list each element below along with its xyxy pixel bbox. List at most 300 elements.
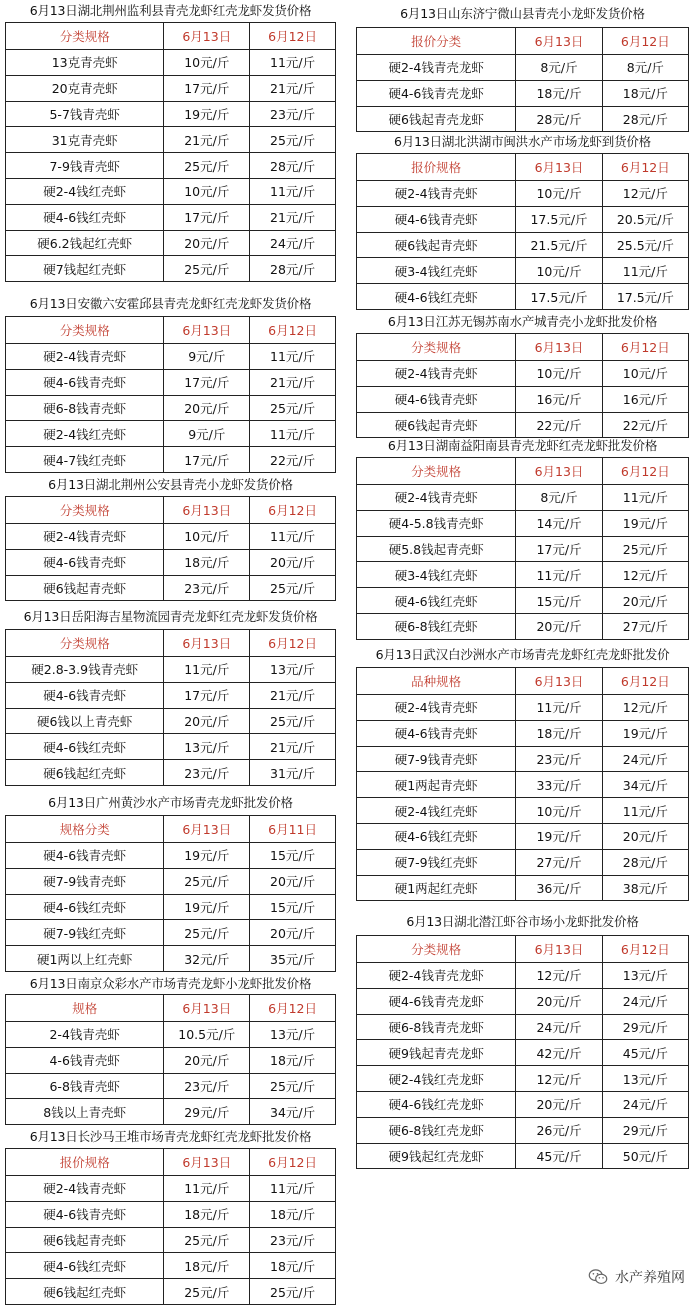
column-header: 分类规格 (6, 23, 164, 50)
table-row (6, 760, 336, 786)
spec-cell: 31克青壳虾 (6, 127, 164, 153)
price-cell: 10元/斤 (164, 524, 250, 550)
price-cell: 25元/斤 (164, 1279, 250, 1305)
price-cell: 19元/斤 (602, 510, 688, 536)
column-header: 规格分类 (6, 816, 164, 843)
column-header: 6月12日 (602, 154, 688, 181)
column-header: 分类规格 (6, 317, 164, 344)
price-cell: 18元/斤 (250, 1047, 336, 1073)
spec-cell: 硬4-6钱青壳虾 (6, 1201, 164, 1227)
column-header: 6月12日 (250, 497, 336, 524)
spec-cell: 硬6钱起红壳虾 (6, 760, 164, 786)
spec-cell: 硬4-6钱红壳虾 (6, 1253, 164, 1279)
table-row (357, 746, 689, 772)
price-cell: 8元/斤 (516, 485, 602, 511)
table-row (357, 613, 689, 639)
price-cell: 24元/斤 (516, 1014, 602, 1040)
spec-cell: 8钱以上青壳虾 (6, 1099, 164, 1125)
spec-cell: 硬6钱起青壳虾 (357, 232, 516, 258)
spec-cell: 硬4-5.8钱青壳虾 (357, 510, 516, 536)
table-row (6, 868, 336, 894)
column-header: 6月12日 (250, 1149, 336, 1176)
table-row (357, 1143, 689, 1169)
price-cell: 45元/斤 (516, 1143, 602, 1169)
price-cell: 21元/斤 (164, 127, 250, 153)
table-row (357, 720, 689, 746)
table-row (357, 510, 689, 536)
price-cell: 25元/斤 (164, 920, 250, 946)
table-row (6, 524, 336, 550)
price-cell: 33元/斤 (516, 772, 602, 798)
table-row (357, 562, 689, 588)
price-cell: 11元/斤 (250, 178, 336, 204)
price-cell: 36元/斤 (516, 875, 602, 901)
spec-cell: 硬4-6钱青壳虾 (6, 549, 164, 575)
spec-cell: 20克青壳虾 (6, 75, 164, 101)
column-header: 6月13日 (164, 23, 250, 50)
price-cell: 27元/斤 (602, 613, 688, 639)
column-header: 6月12日 (602, 334, 688, 361)
table-row (6, 1047, 336, 1073)
price-cell: 23元/斤 (250, 101, 336, 127)
table-title: 6月13日岳阳海吉星物流园青壳龙虾红壳龙虾发货价格 (23, 609, 318, 624)
price-cell: 17元/斤 (164, 369, 250, 395)
table-row (6, 657, 336, 683)
spec-cell: 硬4-6钱青壳虾 (6, 682, 164, 708)
spec-cell: 硬4-6钱青壳虾 (357, 206, 516, 232)
spec-cell: 硬2-4钱红壳虾 (6, 178, 164, 204)
spec-cell: 硬7-9钱红壳虾 (6, 920, 164, 946)
price-cell: 12元/斤 (516, 1066, 602, 1092)
spec-cell: 硬2-4钱红壳虾 (6, 421, 164, 447)
price-cell: 10元/斤 (516, 361, 602, 387)
price-table (5, 815, 336, 972)
price-cell: 11元/斤 (250, 344, 336, 370)
price-cell: 17.5元/斤 (602, 284, 688, 310)
price-cell: 20元/斤 (164, 1047, 250, 1073)
column-header: 6月13日 (164, 497, 250, 524)
spec-cell: 硬2-4钱红壳龙虾 (357, 1066, 516, 1092)
price-cell: 8元/斤 (516, 55, 602, 81)
table-row (357, 485, 689, 511)
spec-cell: 硬4-6钱红壳虾 (6, 734, 164, 760)
price-cell: 25元/斤 (164, 1227, 250, 1253)
table-row (357, 386, 689, 412)
spec-cell: 硬2-4钱青壳龙虾 (357, 963, 516, 989)
price-cell: 20元/斤 (250, 868, 336, 894)
price-cell: 28元/斤 (602, 849, 688, 875)
table-row (357, 1040, 689, 1066)
price-cell: 10元/斤 (516, 258, 602, 284)
column-header: 品种规格 (357, 668, 516, 695)
column-header: 分类规格 (357, 334, 516, 361)
column-header: 6月13日 (516, 668, 602, 695)
table-row (6, 946, 336, 972)
price-cell: 21.5元/斤 (516, 232, 602, 258)
table-row (357, 232, 689, 258)
table-row (6, 843, 336, 869)
spec-cell: 硬6-8钱青壳龙虾 (357, 1014, 516, 1040)
table-header-row (6, 816, 336, 843)
spec-cell: 硬4-6钱青壳虾 (357, 720, 516, 746)
table-header-row (6, 995, 336, 1022)
table-title: 6月13日长沙马王堆市场青壳龙虾红壳龙虾批发价格 (29, 1129, 312, 1144)
spec-cell: 7-9钱青壳虾 (6, 153, 164, 179)
price-cell: 28元/斤 (516, 106, 602, 132)
table-row (6, 1073, 336, 1099)
price-cell: 25元/斤 (250, 395, 336, 421)
column-header: 6月13日 (164, 630, 250, 657)
column-header: 6月12日 (250, 317, 336, 344)
table-header-row (6, 23, 336, 50)
price-cell: 20元/斤 (602, 823, 688, 849)
column-header: 6月13日 (164, 995, 250, 1022)
spec-cell: 硬6钱起青壳龙虾 (357, 106, 516, 132)
price-cell: 9元/斤 (164, 344, 250, 370)
spec-cell: 硬6钱起红壳虾 (6, 1279, 164, 1305)
price-cell: 12元/斤 (602, 562, 688, 588)
price-cell: 18元/斤 (164, 1201, 250, 1227)
table-row (357, 772, 689, 798)
price-cell: 19元/斤 (164, 101, 250, 127)
table-title: 6月13日湖北洪湖市闽洪水产市场龙虾到货价格 (394, 134, 651, 149)
price-cell: 21元/斤 (250, 369, 336, 395)
price-cell: 11元/斤 (602, 798, 688, 824)
table-row (6, 153, 336, 179)
column-header: 6月12日 (602, 936, 688, 963)
column-header: 6月12日 (250, 995, 336, 1022)
column-header: 分类规格 (6, 497, 164, 524)
table-row (6, 230, 336, 256)
table-row (357, 1014, 689, 1040)
table-row (6, 920, 336, 946)
price-cell: 9元/斤 (164, 421, 250, 447)
spec-cell: 硬6-8钱红壳龙虾 (357, 1117, 516, 1143)
price-cell: 23元/斤 (516, 746, 602, 772)
price-cell: 17元/斤 (164, 682, 250, 708)
price-cell: 19元/斤 (164, 843, 250, 869)
price-cell: 17.5元/斤 (516, 284, 602, 310)
spec-cell: 4-6钱青壳虾 (6, 1047, 164, 1073)
table-row (6, 344, 336, 370)
price-table (5, 496, 336, 601)
price-cell: 10.5元/斤 (164, 1022, 250, 1048)
price-table (5, 994, 336, 1125)
table-row (6, 734, 336, 760)
price-cell: 24元/斤 (602, 1091, 688, 1117)
spec-cell: 硬9钱起青壳龙虾 (357, 1040, 516, 1066)
spec-cell: 硬4-6钱青壳虾 (357, 386, 516, 412)
price-cell: 25元/斤 (250, 127, 336, 153)
column-header: 6月12日 (250, 630, 336, 657)
price-cell: 20元/斤 (164, 708, 250, 734)
table-row (357, 1091, 689, 1117)
price-table (356, 153, 689, 310)
spec-cell: 硬2-4钱青壳虾 (357, 695, 516, 721)
table-row (6, 127, 336, 153)
table-title: 6月13日湖南益阳南县青壳龙虾红壳龙虾批发价格 (387, 438, 658, 453)
table-row (6, 421, 336, 447)
price-cell: 20元/斤 (516, 988, 602, 1014)
price-cell: 20.5元/斤 (602, 206, 688, 232)
price-cell: 11元/斤 (516, 695, 602, 721)
spec-cell: 硬1两起红壳虾 (357, 875, 516, 901)
spec-cell: 硬4-6钱红壳龙虾 (357, 1091, 516, 1117)
table-row (6, 204, 336, 230)
watermark (587, 1266, 685, 1288)
price-cell: 23元/斤 (250, 1227, 336, 1253)
price-cell: 12元/斤 (602, 695, 688, 721)
table-row (6, 369, 336, 395)
price-cell: 17元/斤 (516, 536, 602, 562)
spec-cell: 2-4钱青壳虾 (6, 1022, 164, 1048)
price-cell: 10元/斤 (164, 50, 250, 76)
spec-cell: 硬2.8-3.9钱青壳虾 (6, 657, 164, 683)
price-cell: 11元/斤 (164, 1176, 250, 1202)
price-table (5, 629, 336, 786)
price-cell: 12元/斤 (602, 181, 688, 207)
table-title: 6月13日湖北潜江虾谷市场小龙虾批发价格 (406, 914, 639, 929)
table-row (357, 284, 689, 310)
price-cell: 24元/斤 (602, 988, 688, 1014)
table-header-row (357, 154, 689, 181)
price-cell: 14元/斤 (516, 510, 602, 536)
price-cell: 31元/斤 (250, 760, 336, 786)
price-cell: 18元/斤 (164, 549, 250, 575)
price-cell: 17元/斤 (164, 447, 250, 473)
column-header: 报价规格 (6, 1149, 164, 1176)
price-cell: 28元/斤 (250, 153, 336, 179)
table-row (357, 849, 689, 875)
column-header: 分类规格 (357, 936, 516, 963)
price-cell: 38元/斤 (602, 875, 688, 901)
table-row (6, 1099, 336, 1125)
price-cell: 21元/斤 (250, 204, 336, 230)
price-cell: 25元/斤 (250, 1073, 336, 1099)
price-cell: 22元/斤 (250, 447, 336, 473)
price-cell: 8元/斤 (602, 55, 688, 81)
table-header-row (357, 28, 689, 55)
table-row (6, 101, 336, 127)
spec-cell: 6-8钱青壳虾 (6, 1073, 164, 1099)
watermark-text: 水产养殖网 (615, 1270, 685, 1286)
price-cell: 19元/斤 (516, 823, 602, 849)
price-table (356, 935, 689, 1169)
table-row (357, 1117, 689, 1143)
price-cell: 20元/斤 (250, 920, 336, 946)
table-row (6, 50, 336, 76)
price-cell: 11元/斤 (602, 485, 688, 511)
column-header: 6月12日 (250, 23, 336, 50)
price-cell: 42元/斤 (516, 1040, 602, 1066)
table-row (6, 395, 336, 421)
column-header: 报价规格 (357, 154, 516, 181)
price-cell: 25元/斤 (164, 256, 250, 282)
price-cell: 25元/斤 (250, 575, 336, 601)
price-cell: 10元/斤 (602, 361, 688, 387)
column-header: 6月11日 (250, 816, 336, 843)
spec-cell: 硬4-6钱红壳虾 (357, 588, 516, 614)
price-cell: 12元/斤 (516, 963, 602, 989)
spec-cell: 硬3-4钱红壳虾 (357, 562, 516, 588)
spec-cell: 硬6钱起青壳虾 (6, 1227, 164, 1253)
spec-cell: 13克青壳虾 (6, 50, 164, 76)
table-row (6, 75, 336, 101)
table-row (6, 1253, 336, 1279)
price-cell: 13元/斤 (250, 657, 336, 683)
table-row (357, 80, 689, 106)
column-header: 6月12日 (602, 458, 688, 485)
table-header-row (357, 668, 689, 695)
price-cell: 13元/斤 (602, 1066, 688, 1092)
table-row (357, 1066, 689, 1092)
price-cell: 11元/斤 (602, 258, 688, 284)
column-header: 规格 (6, 995, 164, 1022)
table-title: 6月13日山东济宁微山县青壳小龙虾发货价格 (400, 6, 645, 21)
column-header: 6月13日 (164, 1149, 250, 1176)
price-cell: 18元/斤 (516, 80, 602, 106)
spec-cell: 硬2-4钱红壳虾 (357, 798, 516, 824)
table-row (357, 875, 689, 901)
spec-cell: 硬4-7钱红壳虾 (6, 447, 164, 473)
price-cell: 24元/斤 (602, 746, 688, 772)
spec-cell: 硬2-4钱青壳虾 (6, 1176, 164, 1202)
price-cell: 22元/斤 (516, 412, 602, 438)
spec-cell: 硬7钱起红壳虾 (6, 256, 164, 282)
price-cell: 10元/斤 (164, 178, 250, 204)
price-cell: 50元/斤 (602, 1143, 688, 1169)
table-row (6, 178, 336, 204)
table-title: 6月13日武汉白沙洲水产市场青壳龙虾红壳龙虾批发价 (375, 647, 670, 662)
price-cell: 13元/斤 (250, 1022, 336, 1048)
table-row (357, 361, 689, 387)
price-cell: 25元/斤 (250, 708, 336, 734)
table-row (6, 447, 336, 473)
price-cell: 22元/斤 (602, 412, 688, 438)
table-row (357, 181, 689, 207)
column-header: 6月12日 (602, 28, 688, 55)
table-row (6, 1201, 336, 1227)
price-cell: 29元/斤 (602, 1117, 688, 1143)
price-cell: 29元/斤 (164, 1099, 250, 1125)
table-row (357, 206, 689, 232)
price-cell: 13元/斤 (164, 734, 250, 760)
table-header-row (6, 630, 336, 657)
wechat-icon (587, 1266, 609, 1288)
price-table (356, 27, 689, 132)
price-cell: 35元/斤 (250, 946, 336, 972)
price-cell: 10元/斤 (516, 798, 602, 824)
price-cell: 19元/斤 (602, 720, 688, 746)
table-row (6, 1176, 336, 1202)
spec-cell: 5-7钱青壳虾 (6, 101, 164, 127)
price-cell: 15元/斤 (516, 588, 602, 614)
price-cell: 18元/斤 (602, 80, 688, 106)
table-row (357, 988, 689, 1014)
table-header-row (6, 317, 336, 344)
spec-cell: 硬2-4钱青壳虾 (357, 361, 516, 387)
spec-cell: 硬6钱起青壳虾 (357, 412, 516, 438)
table-row (357, 106, 689, 132)
column-header: 分类规格 (6, 630, 164, 657)
spec-cell: 硬6-8钱青壳虾 (6, 395, 164, 421)
table-header-row (6, 497, 336, 524)
price-cell: 28元/斤 (602, 106, 688, 132)
price-cell: 18元/斤 (164, 1253, 250, 1279)
table-header-row (357, 334, 689, 361)
table-row (357, 55, 689, 81)
table-title: 6月13日湖北荆州公安县青壳小龙虾发货价格 (48, 477, 293, 492)
price-cell: 19元/斤 (164, 894, 250, 920)
price-cell: 26元/斤 (516, 1117, 602, 1143)
column-header: 6月13日 (164, 317, 250, 344)
price-cell: 17元/斤 (164, 75, 250, 101)
spec-cell: 硬7-9钱青壳虾 (6, 868, 164, 894)
spec-cell: 硬2-4钱青壳虾 (6, 344, 164, 370)
table-row (6, 1022, 336, 1048)
column-header: 6月13日 (516, 334, 602, 361)
spec-cell: 硬3-4钱红壳虾 (357, 258, 516, 284)
table-row (357, 963, 689, 989)
price-cell: 25元/斤 (250, 1279, 336, 1305)
price-cell: 17元/斤 (164, 204, 250, 230)
table-row (6, 894, 336, 920)
spec-cell: 硬7-9钱青壳虾 (357, 746, 516, 772)
price-cell: 15元/斤 (250, 843, 336, 869)
price-cell: 16元/斤 (602, 386, 688, 412)
price-cell: 29元/斤 (602, 1014, 688, 1040)
spec-cell: 硬6.2钱起红壳虾 (6, 230, 164, 256)
spec-cell: 硬2-4钱青壳虾 (357, 181, 516, 207)
price-cell: 11元/斤 (250, 1176, 336, 1202)
price-cell: 20元/斤 (516, 613, 602, 639)
table-title: 6月13日广州黄沙水产市场青壳龙虾批发价格 (48, 795, 293, 810)
spec-cell: 硬2-4钱青壳虾 (357, 485, 516, 511)
spec-cell: 硬4-6钱青壳虾 (6, 843, 164, 869)
spec-cell: 硬6钱以上青壳虾 (6, 708, 164, 734)
column-header: 6月13日 (164, 816, 250, 843)
price-cell: 21元/斤 (250, 75, 336, 101)
table-row (357, 823, 689, 849)
column-header: 报价分类 (357, 28, 516, 55)
price-cell: 11元/斤 (250, 421, 336, 447)
table-row (357, 536, 689, 562)
price-cell: 15元/斤 (250, 894, 336, 920)
column-header: 6月13日 (516, 458, 602, 485)
price-cell: 34元/斤 (250, 1099, 336, 1125)
price-cell: 25元/斤 (602, 536, 688, 562)
column-header: 分类规格 (357, 458, 516, 485)
price-table (5, 22, 336, 282)
price-table (5, 316, 336, 473)
price-cell: 23元/斤 (164, 575, 250, 601)
spec-cell: 硬4-6钱红壳虾 (357, 823, 516, 849)
spec-cell: 硬4-6钱青壳龙虾 (357, 80, 516, 106)
price-cell: 25.5元/斤 (602, 232, 688, 258)
price-cell: 34元/斤 (602, 772, 688, 798)
price-cell: 13元/斤 (602, 963, 688, 989)
price-cell: 25元/斤 (164, 153, 250, 179)
price-cell: 20元/斤 (164, 395, 250, 421)
spec-cell: 硬4-6钱青壳龙虾 (357, 988, 516, 1014)
column-header: 6月13日 (516, 154, 602, 181)
price-cell: 20元/斤 (602, 588, 688, 614)
spec-cell: 硬2-4钱青壳虾 (6, 524, 164, 550)
price-cell: 21元/斤 (250, 734, 336, 760)
price-cell: 21元/斤 (250, 682, 336, 708)
table-row (357, 588, 689, 614)
price-cell: 11元/斤 (250, 50, 336, 76)
